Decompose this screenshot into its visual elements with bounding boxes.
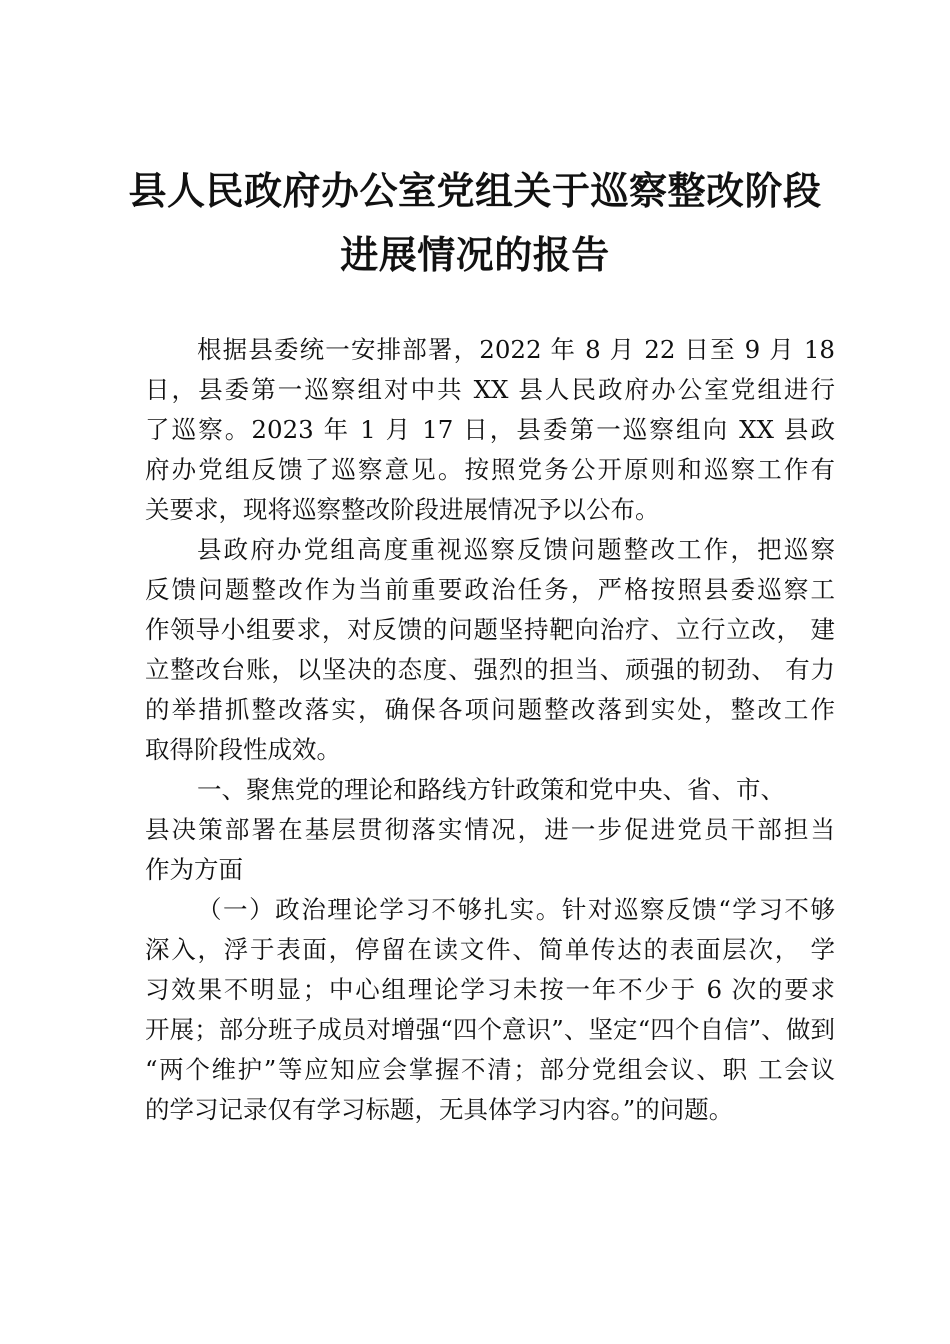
body-line: 立整改台账，以坚决的态度、强烈的担当、顽强的韧劲、 有力 <box>145 655 835 684</box>
body-line: 开展；部分班子成员对增强“四个意识”、坚定“四个自信”、做到 <box>145 1015 835 1044</box>
body-line: 作领导小组要求，对反馈的问题坚持靶向治疗、立行立改， 建 <box>145 615 835 644</box>
body-line: 反馈问题整改作为当前重要政治任务，严格按照县委巡察工 <box>145 575 835 604</box>
body-line: 府办党组反馈了巡察意见。按照党务公开原则和巡察工作有 <box>145 455 835 484</box>
body-line: （一）政治理论学习不够扎实。针对巡察反馈“学习不够 <box>197 895 835 924</box>
section-heading: 一、聚焦党的理论和路线方针政策和党中央、省、市、 <box>197 775 785 804</box>
body-line: 根据县委统一安排部署，2022 年 8 月 22 日至 9 月 18 <box>197 335 835 364</box>
document-title-line-1: 县人民政府办公室党组关于巡察整改阶段 <box>128 168 822 213</box>
section-heading: 作为方面 <box>145 855 243 884</box>
body-line: 深入，浮于表面，停留在读文件、简单传达的表面层次， 学 <box>145 935 835 964</box>
body-line: 县政府办党组高度重视巡察反馈问题整改工作，把巡察 <box>197 535 835 564</box>
body-line: 日，县委第一巡察组对中共 XX 县人民政府办公室党组进行 <box>145 375 835 404</box>
body-line: 的举措抓整改落实，确保各项问题整改落到实处，整改工作 <box>145 695 835 724</box>
body-line: 的学习记录仅有学习标题，无具体学习内容。”的问题。 <box>145 1095 734 1124</box>
body-line: 取得阶段性成效。 <box>145 735 341 764</box>
section-heading: 县决策部署在基层贯彻落实情况，进一步促进党员干部担当 <box>145 815 835 844</box>
document-title-line-2: 进展情况的报告 <box>340 232 610 277</box>
document-body <box>145 330 835 1130</box>
body-line: 习效果不明显；中心组理论学习未按一年不少于 6 次的要求 <box>145 975 835 1004</box>
body-line: 了巡察。2023 年 1 月 17 日，县委第一巡察组向 XX 县政 <box>145 415 835 444</box>
body-line: 关要求，现将巡察整改阶段进展情况予以公布。 <box>145 495 660 524</box>
body-line: “两个维护”等应知应会掌握不清；部分党组会议、职 工会议 <box>145 1055 835 1084</box>
